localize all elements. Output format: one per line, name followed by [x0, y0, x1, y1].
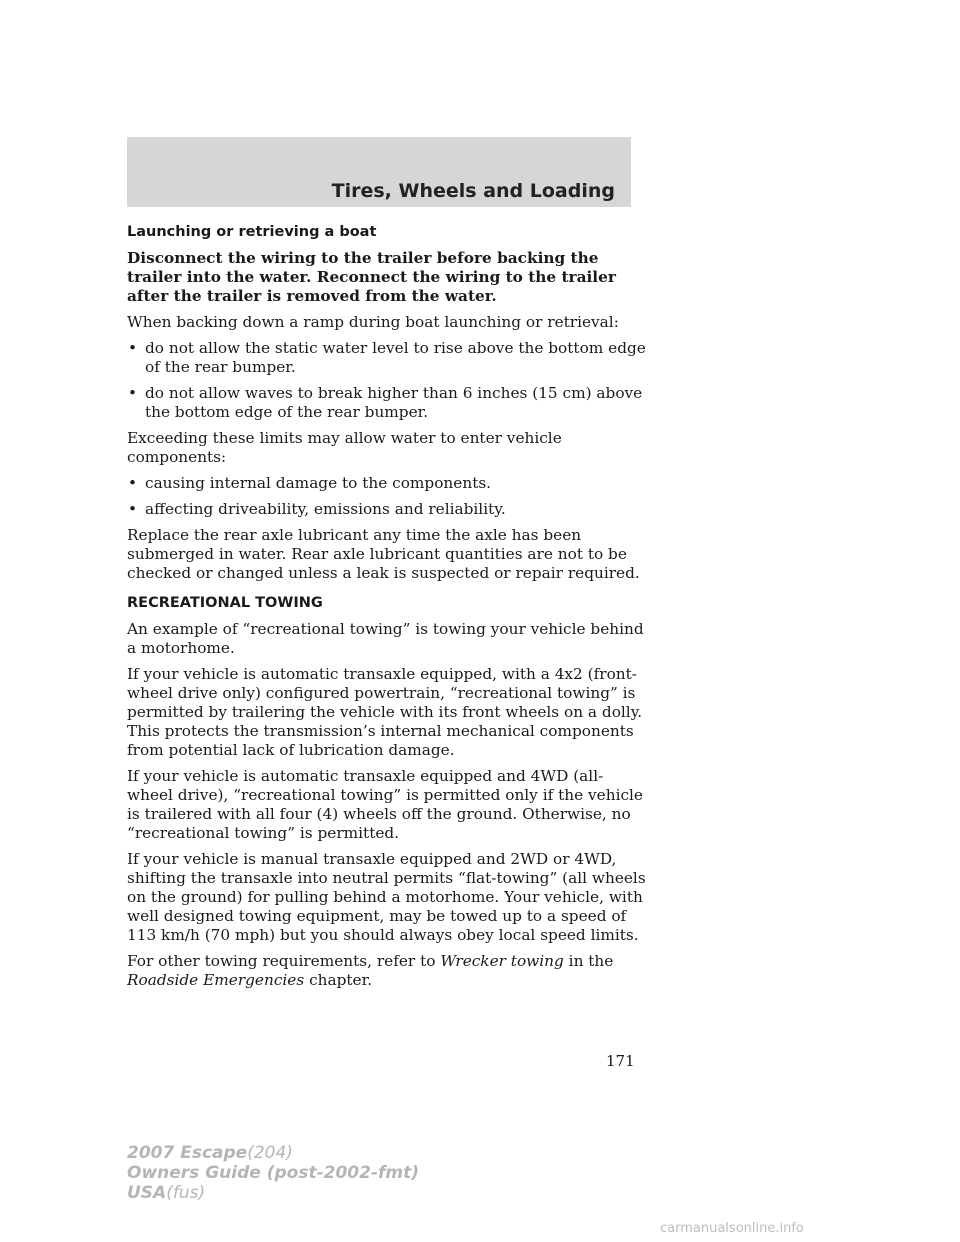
section-header-band [127, 137, 631, 207]
footer-line-2: Owners Guide (post-2002-fmt) [127, 1163, 420, 1183]
footer-line-3: USA(fus) [127, 1183, 206, 1203]
roadside-emergencies-reference: Roadside Emergencies [127, 971, 305, 989]
towing-paragraph-2: If your vehicle is automatic transaxle equipped, with a 4x2 (front-wheel drive only) configured powertrain, “recreational towing” is permitted by trailering the vehicle with its front wheels on a dolly. This protects the transmission’s internal mechanical components from potential lack of lubrication damage. [127, 665, 643, 759]
footer-line-1: 2007 Escape(204) [127, 1143, 293, 1163]
boat-intro: When backing down a ramp during boat launching or retrieval: [127, 313, 619, 331]
list-item: • do not allow the static water level to rise above the bottom edge of the rear bumper. [128, 339, 646, 376]
boat-bullet-list [127, 339, 647, 422]
towing-paragraph-3: If your vehicle is automatic transaxle equipped and 4WD (all-wheel drive), “recreational towing” is permitted only if the vehicle is trailered with all four (4) wheels off the ground. Otherwise, no “recreational towing” is permitted. [127, 767, 643, 842]
towing-paragraph-1: An example of “recreational towing” is towing your vehicle behind a motorhome. [127, 620, 644, 657]
page-content [127, 223, 647, 997]
towing-paragraph-5: For other towing requirements, refer to Wrecker towing in the Roadside Emergencies chapter. [127, 952, 614, 989]
list-item: • do not allow waves to break higher than 6 inches (15 cm) above the bottom edge of the rear bumper. [128, 384, 643, 421]
bullet-icon: • [128, 339, 138, 357]
bullet-icon: • [128, 384, 138, 402]
boat-warning: Disconnect the wiring to the trailer before backing the trailer into the water. Reconnect the wiring to the trailer after the trailer is removed from the water. [127, 249, 616, 305]
list-item: • causing internal damage to the components. [128, 474, 492, 492]
bullet-icon: • [128, 474, 138, 492]
exceed-bullet-list [127, 474, 647, 519]
boat-heading: Launching or retrieving a boat [127, 224, 377, 240]
axle-lubricant-text: Replace the rear axle lubricant any time the axle has been submerged in water. Rear axle lubricant quantities are not to be checked or changed unless a leak is suspected or repair required. [127, 526, 640, 582]
document-footer [127, 1143, 419, 1203]
wrecker-towing-reference: Wrecker towing [440, 952, 564, 970]
page-number: 171 [606, 1052, 635, 1070]
boat-exceed-text: Exceeding these limits may allow water to enter vehicle components: [127, 429, 562, 466]
towing-paragraph-4: If your vehicle is manual transaxle equipped and 2WD or 4WD, shifting the transaxle into neutral permits “flat-towing” (all wheels on the ground) for pulling behind a motorhome. Your vehicle, with well designed towing equipment, may be towed up to a speed of 113 km/h (70 mph) but you should always obey local speed limits. [127, 850, 646, 944]
recreational-towing-heading: RECREATIONAL TOWING [127, 595, 323, 611]
watermark: carmanualsonline.info [660, 1221, 804, 1236]
list-item: • affecting driveability, emissions and reliability. [128, 500, 506, 518]
section-title: Tires, Wheels and Loading [331, 180, 615, 202]
bullet-icon: • [128, 500, 138, 518]
